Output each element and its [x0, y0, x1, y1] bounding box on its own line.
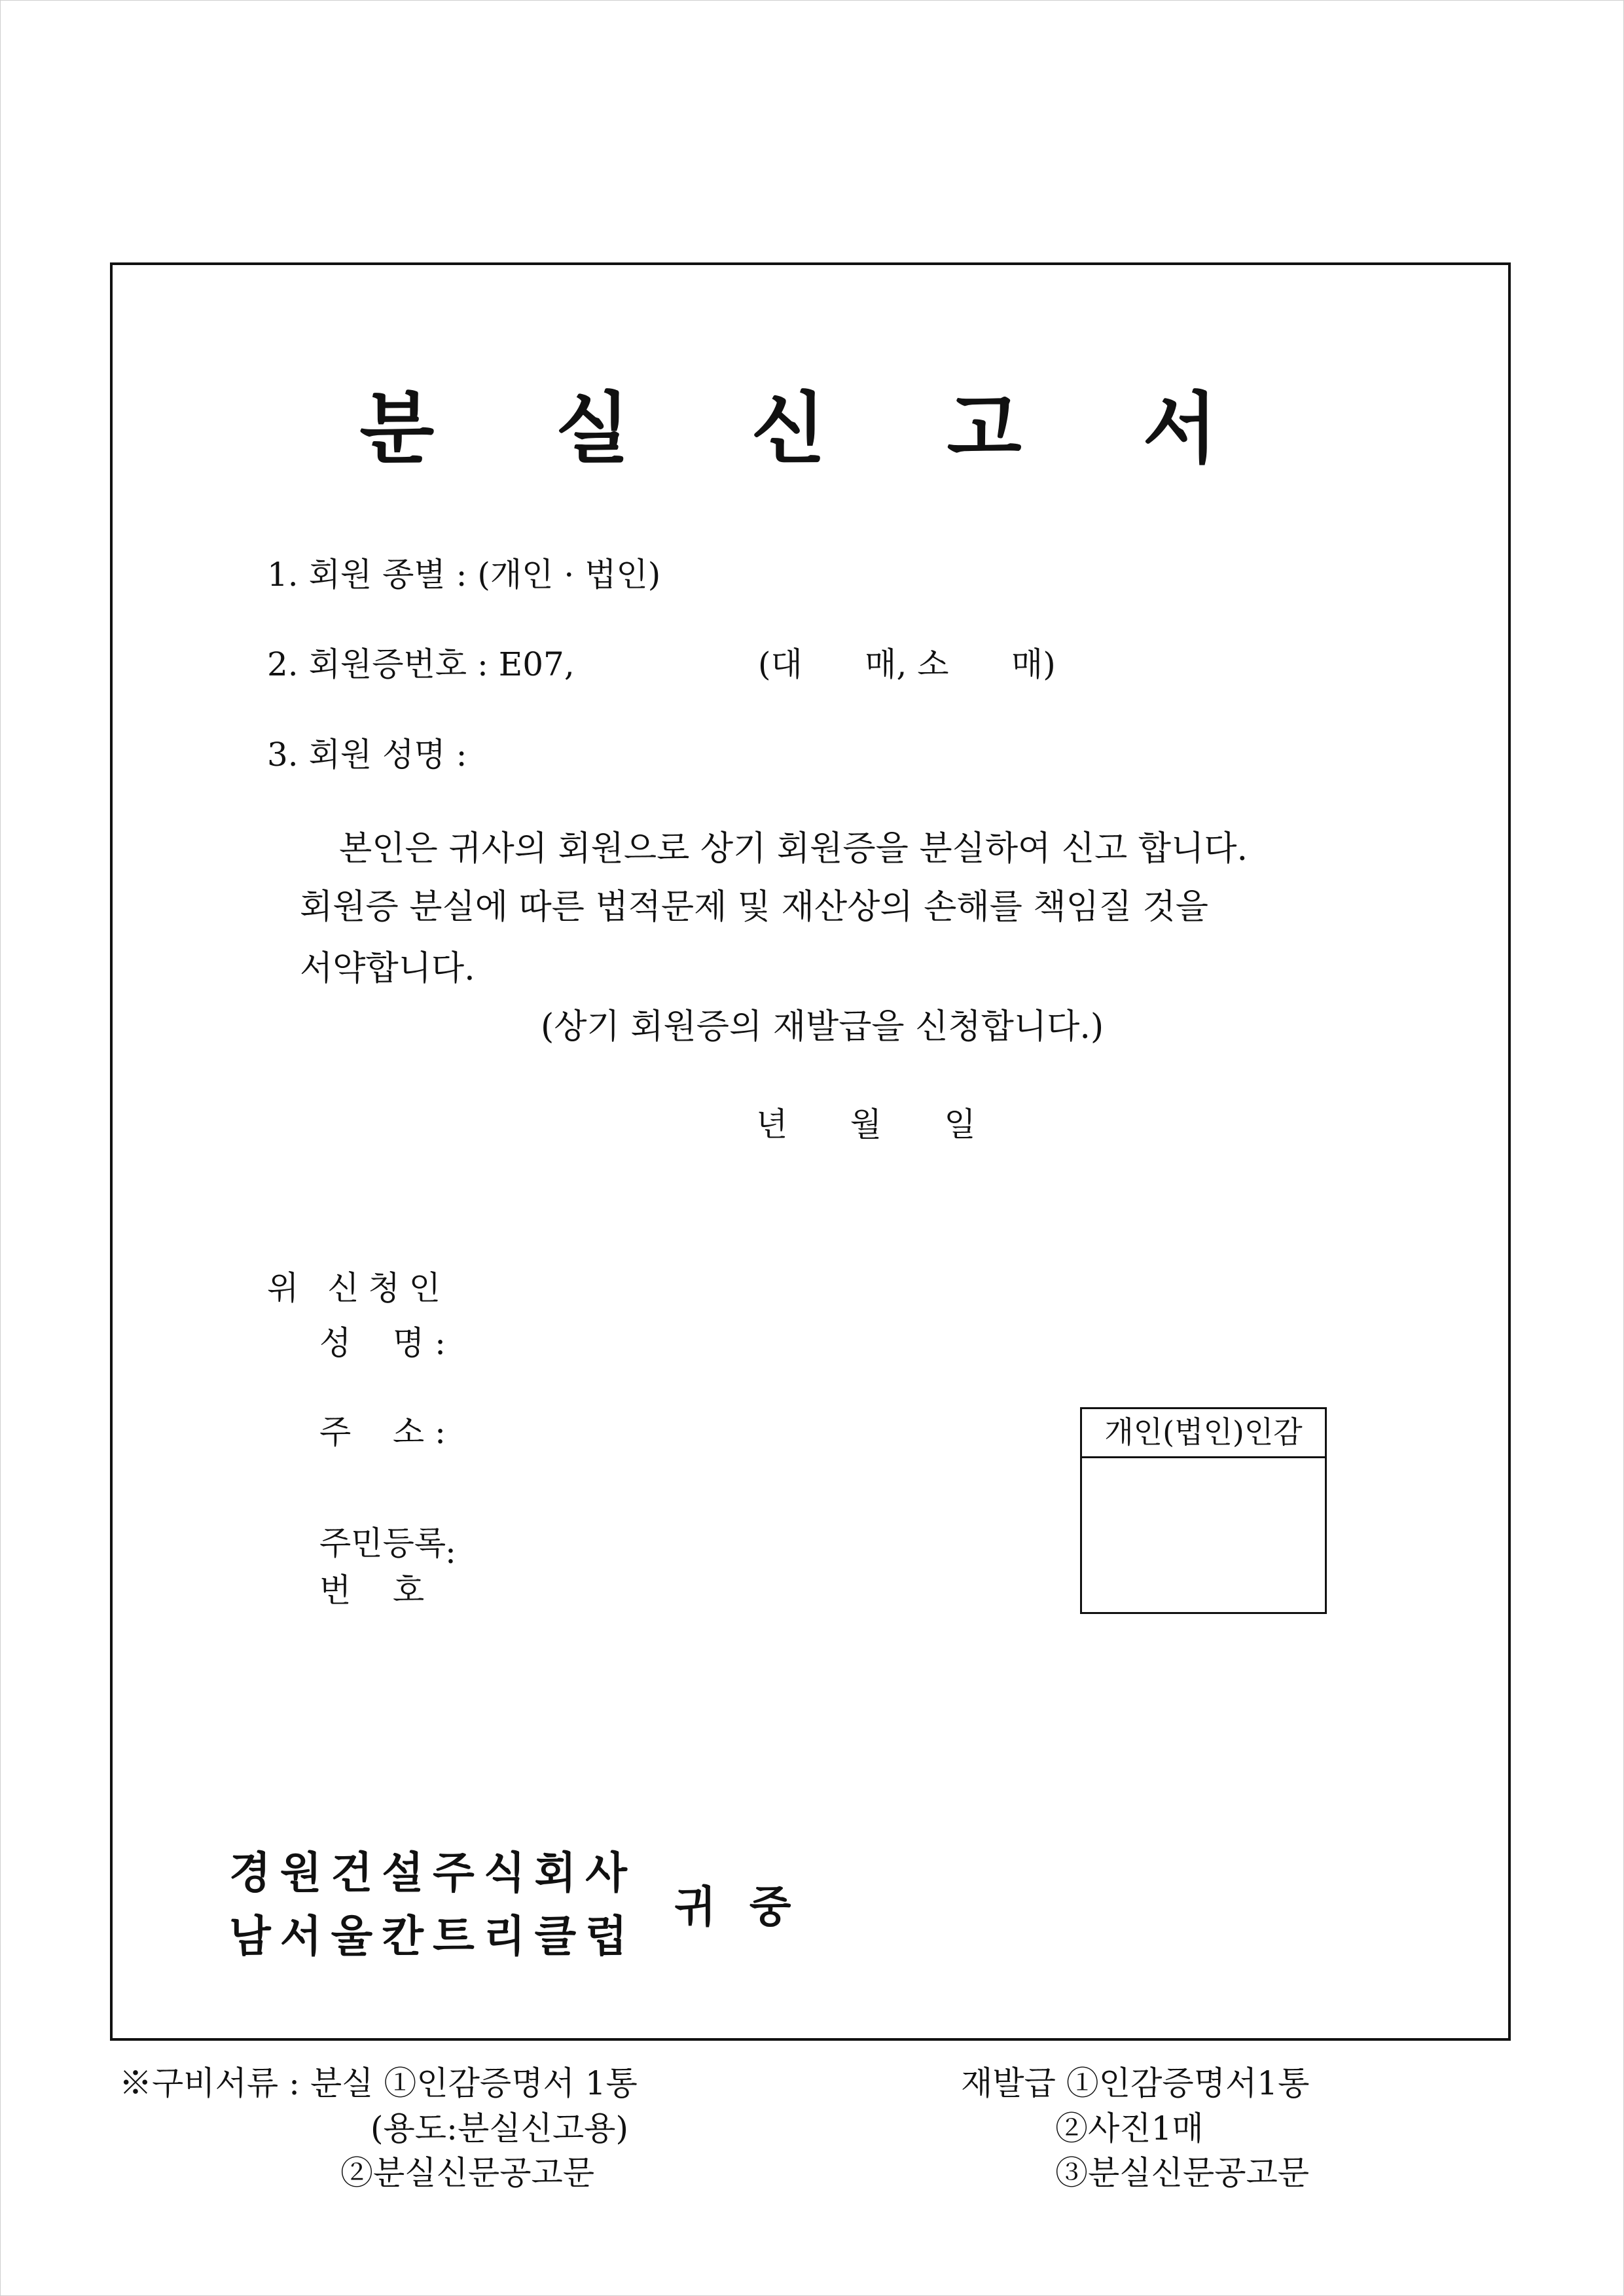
applicant-address-label: 주 소 :	[319, 1413, 446, 1451]
statement-line-2: 회원증 분실에 따른 법적문제 및 재산상의 손해를 책임질 것을	[300, 888, 1209, 927]
resident-number-label-bottom: 번 호	[319, 1571, 425, 1609]
form-title: 분 실 신 고 서	[359, 383, 1265, 474]
date-line: 년 월 일	[756, 1105, 976, 1143]
seal-box	[1080, 1407, 1327, 1614]
statement-line-3: 서약합니다.	[300, 949, 475, 988]
required-docs-notice: ②분실신문공고문	[340, 2154, 595, 2192]
reissue-docs-photo: ②사진1매	[1055, 2109, 1204, 2147]
card-number-field: 2. 회원증번호 : E07,	[267, 645, 575, 683]
recipient-company: 경원건설주식회사	[229, 1847, 637, 1898]
recipient-club: 남서울칸트리클럽	[229, 1910, 637, 1962]
seal-box-label: 개인(법인)인감	[1082, 1409, 1325, 1458]
applicant-name-label: 성 명 :	[319, 1324, 446, 1362]
seal-area	[1082, 1458, 1325, 1614]
resident-number-colon: :	[445, 1533, 456, 1571]
reissue-request: (상기 회원증의 재발급을 신청합니다.)	[541, 1007, 1104, 1047]
applicant-heading: 위 신청인	[267, 1269, 450, 1307]
resident-number-label-top: 주민등록	[319, 1524, 446, 1562]
member-type-field: 1. 회원 종별 : (개인 · 법인)	[267, 556, 661, 594]
reissue-docs-certificate: 재발급 ①인감증명서1통	[961, 2064, 1310, 2102]
form-frame	[110, 262, 1511, 2041]
recipient-honorific: 귀 중	[674, 1881, 801, 1932]
card-number-options: (대 매, 소 매)	[758, 645, 1056, 683]
required-docs-purpose: (용도:분실신고용)	[370, 2109, 628, 2147]
member-name-field: 3. 회원 성명 :	[267, 736, 467, 774]
statement-line-1: 본인은 귀사의 회원으로 상기 회원증을 분실하여 신고 합니다.	[339, 829, 1248, 869]
reissue-docs-notice: ③분실신문공고문	[1055, 2154, 1310, 2192]
required-docs-loss: ※구비서류 : 분실 ①인감증명서 1통	[119, 2064, 638, 2102]
